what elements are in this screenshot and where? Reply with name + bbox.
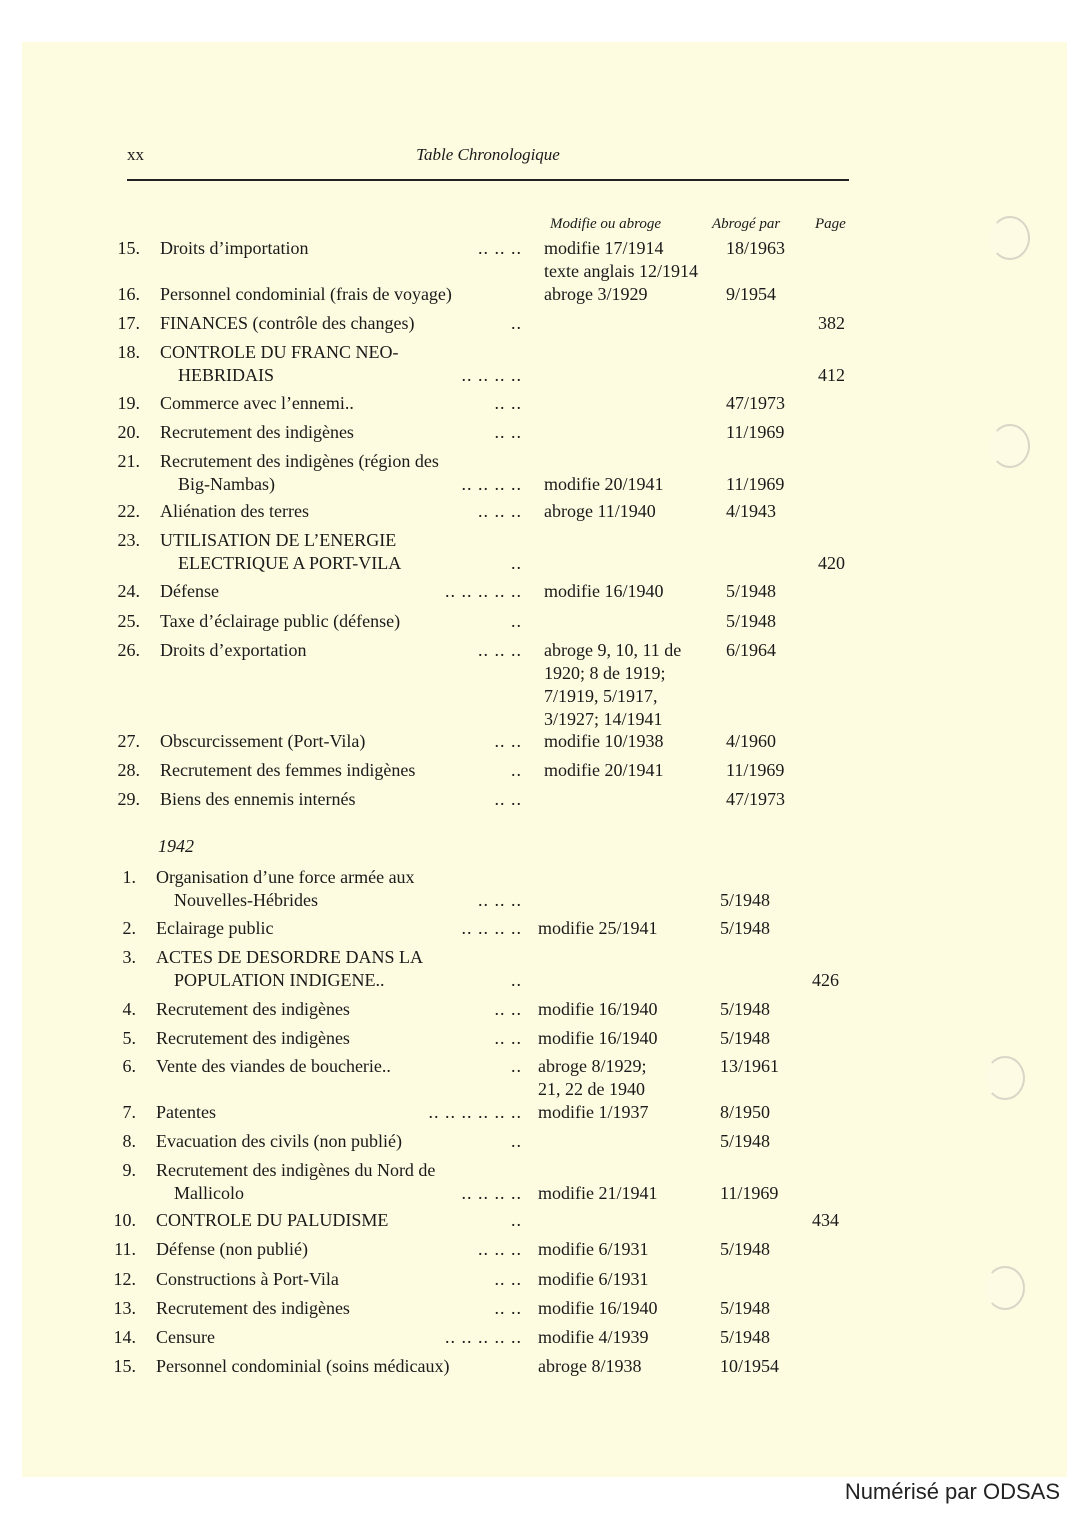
- leader-dots: .. .. .. ..: [461, 365, 522, 385]
- abroge-value: 5/1948: [720, 1028, 771, 1048]
- entry-number: 22.: [117, 501, 140, 521]
- entry-number: 7.: [122, 1102, 136, 1122]
- leader-dots: ..: [511, 313, 522, 333]
- entry-number: 14.: [113, 1327, 136, 1347]
- header-rule: [127, 179, 849, 181]
- leader-dots: .. ..: [494, 1028, 522, 1048]
- modifie-value: modifie 6/1931: [538, 1269, 649, 1289]
- leader-dots: .. ..: [494, 999, 522, 1019]
- abroge-value: 11/1969: [726, 474, 785, 494]
- modifie-value: 3/1927; 14/1941: [544, 709, 663, 729]
- modifie-value: modifie 6/1931: [538, 1239, 649, 1259]
- entry-number: 3.: [122, 947, 136, 967]
- leader-dots: .. .. .. ..: [461, 1183, 522, 1203]
- entry-number: 2.: [122, 918, 136, 938]
- entry-number: 10.: [113, 1210, 136, 1230]
- abroge-value: 11/1969: [726, 760, 785, 780]
- abroge-value: 47/1973: [726, 789, 786, 809]
- entry-title: Droits d’importation: [160, 238, 309, 258]
- entry-title: ACTES DE DESORDRE DANS LA: [156, 947, 424, 967]
- leader-dots: .. ..: [494, 789, 522, 809]
- entry-title: ELECTRIQUE A PORT-VILA: [178, 553, 402, 573]
- page-ref: 382: [818, 313, 845, 333]
- leader-dots: .. .. ..: [478, 501, 522, 521]
- column-header-modifie: Modifie ou abroge: [550, 216, 662, 232]
- entry-title: Défense (non publié): [156, 1239, 308, 1259]
- column-header-abroge: Abrogé par: [712, 216, 781, 232]
- entry-title: CONTROLE DU FRANC NEO-: [160, 342, 399, 362]
- entry-number: 13.: [113, 1298, 136, 1318]
- entry-title: Biens des ennemis internés: [160, 789, 356, 809]
- entry-number: 6.: [122, 1056, 136, 1076]
- entry-title: UTILISATION DE L’ENERGIE: [160, 530, 397, 550]
- leader-dots: ..: [511, 1056, 522, 1076]
- leader-dots: .. .. ..: [478, 890, 522, 910]
- leader-dots: .. .. .. ..: [461, 474, 522, 494]
- modifie-value: 1920; 8 de 1919;: [544, 663, 666, 683]
- entry-number: 4.: [122, 999, 136, 1019]
- entry-number: 19.: [117, 393, 140, 413]
- modifie-value: modifie 16/1940: [544, 581, 664, 601]
- page-title: Table Chronologique: [416, 145, 560, 164]
- leader-dots: ..: [511, 553, 522, 573]
- entry-number: 25.: [117, 611, 140, 631]
- abroge-value: 6/1964: [726, 640, 777, 660]
- entry-title: Aliénation des terres: [160, 501, 309, 521]
- entry-title: POPULATION INDIGENE..: [174, 970, 385, 990]
- leader-dots: ..: [511, 970, 522, 990]
- modifie-value: abroge 11/1940: [544, 501, 656, 521]
- entry-number: 17.: [117, 313, 140, 333]
- leader-dots: .. ..: [494, 1298, 522, 1318]
- column-header-page: Page: [815, 216, 846, 232]
- abroge-value: 4/1960: [726, 731, 777, 751]
- abroge-value: 5/1948: [726, 611, 777, 631]
- abroge-value: 4/1943: [726, 501, 777, 521]
- entry-title: Vente des viandes de boucherie..: [156, 1056, 391, 1076]
- entry-title: Défense: [160, 581, 219, 601]
- entry-number: 18.: [117, 342, 140, 362]
- entry-number: 15.: [117, 238, 140, 258]
- entry-title: Personnel condominial (frais de voyage): [160, 284, 452, 304]
- abroge-value: 5/1948: [720, 1131, 771, 1151]
- entry-title: Recrutement des indigènes: [160, 422, 354, 442]
- abroge-value: 9/1954: [726, 284, 777, 304]
- entry-title: Eclairage public: [156, 918, 274, 938]
- entry-number: 12.: [113, 1269, 136, 1289]
- entry-title: Recrutement des femmes indigènes: [160, 760, 416, 780]
- modifie-value: texte anglais 12/1914: [544, 261, 698, 281]
- entry-title: Personnel condominial (soins médicaux): [156, 1356, 450, 1376]
- modifie-value: 7/1919, 5/1917,: [544, 686, 658, 706]
- entry-number: 9.: [122, 1160, 136, 1180]
- punch-hole: [985, 1056, 1025, 1100]
- entry-title: Commerce avec l’ennemi..: [160, 393, 354, 413]
- entry-title: Recrutement des indigènes du Nord de: [156, 1160, 436, 1180]
- modifie-value: modifie 25/1941: [538, 918, 658, 938]
- page-ref: 420: [818, 553, 845, 573]
- entry-title: CONTROLE DU PALUDISME: [156, 1210, 389, 1230]
- abroge-value: 5/1948: [720, 1239, 771, 1259]
- entry-number: 15.: [113, 1356, 136, 1376]
- entry-title: Recrutement des indigènes (région des: [160, 451, 439, 471]
- entry-title: Recrutement des indigènes: [156, 1298, 350, 1318]
- leader-dots: .. .. ..: [478, 1239, 522, 1259]
- entry-number: 24.: [117, 581, 140, 601]
- modifie-value: abroge 8/1938: [538, 1356, 642, 1376]
- entry-title: Taxe d’éclairage public (défense): [160, 611, 401, 631]
- modifie-value: abroge 9, 10, 11 de: [544, 640, 682, 660]
- page-ref: 434: [812, 1210, 839, 1230]
- page-number: xx: [127, 145, 144, 164]
- entry-number: 27.: [117, 731, 140, 751]
- abroge-value: 8/1950: [720, 1102, 771, 1122]
- entry-title: Obscurcissement (Port-Vila): [160, 731, 366, 751]
- abroge-value: 5/1948: [720, 999, 771, 1019]
- leader-dots: .. ..: [494, 422, 522, 442]
- digitization-credit: Numérisé par ODSAS: [844, 1479, 1060, 1504]
- entry-title: Recrutement des indigènes: [156, 999, 350, 1019]
- modifie-value: 21, 22 de 1940: [538, 1079, 645, 1099]
- entry-number: 21.: [117, 451, 140, 471]
- modifie-value: modifie 4/1939: [538, 1327, 649, 1347]
- modifie-value: modifie 16/1940: [538, 999, 658, 1019]
- entry-number: 11.: [114, 1239, 136, 1259]
- abroge-value: 5/1948: [720, 1298, 771, 1318]
- abroge-value: 5/1948: [720, 918, 771, 938]
- entry-number: 5.: [122, 1028, 136, 1048]
- entry-number: 8.: [122, 1131, 136, 1151]
- entry-number: 23.: [117, 530, 140, 550]
- leader-dots: .. ..: [494, 1269, 522, 1289]
- abroge-value: 5/1948: [720, 1327, 771, 1347]
- modifie-value: abroge 8/1929;: [538, 1056, 647, 1076]
- leader-dots: .. .. .. .. ..: [445, 581, 522, 601]
- modifie-value: modifie 17/1914: [544, 238, 664, 258]
- leader-dots: .. ..: [494, 393, 522, 413]
- entry-title: Recrutement des indigènes: [156, 1028, 350, 1048]
- entry-title: FINANCES (contrôle des changes): [160, 313, 415, 333]
- leader-dots: .. .. .. .. .. ..: [428, 1102, 522, 1122]
- modifie-value: modifie 20/1941: [544, 474, 664, 494]
- entry-number: 29.: [117, 789, 140, 809]
- entry-title: Mallicolo: [174, 1183, 244, 1203]
- modifie-value: modifie 20/1941: [544, 760, 664, 780]
- modifie-value: modifie 16/1940: [538, 1298, 658, 1318]
- entry-number: 20.: [117, 422, 140, 442]
- punch-hole: [990, 216, 1030, 260]
- entry-title: HEBRIDAIS: [178, 365, 275, 385]
- entry-title: Nouvelles-Hébrides: [174, 890, 318, 910]
- page-ref: 426: [812, 970, 839, 990]
- leader-dots: ..: [511, 1131, 522, 1151]
- entry-title: Constructions à Port-Vila: [156, 1269, 339, 1289]
- leader-dots: ..: [511, 760, 522, 780]
- abroge-value: 11/1969: [726, 422, 785, 442]
- entry-title: Droits d’exportation: [160, 640, 307, 660]
- modifie-value: modifie 10/1938: [544, 731, 664, 751]
- entry-title: Patentes: [156, 1102, 216, 1122]
- abroge-value: 10/1954: [720, 1356, 780, 1376]
- abroge-value: 18/1963: [726, 238, 786, 258]
- entry-number: 16.: [117, 284, 140, 304]
- punch-hole: [985, 1266, 1025, 1310]
- entry-title: Big-Nambas): [178, 474, 275, 494]
- entry-title: Censure: [156, 1327, 215, 1347]
- leader-dots: .. .. ..: [478, 640, 522, 660]
- running-header: [127, 145, 849, 169]
- punch-hole: [990, 424, 1030, 468]
- leader-dots: .. .. .. ..: [461, 918, 522, 938]
- entry-number: 26.: [117, 640, 140, 660]
- modifie-value: abroge 3/1929: [544, 284, 648, 304]
- abroge-value: 5/1948: [726, 581, 777, 601]
- page-ref: 412: [818, 365, 845, 385]
- abroge-value: 13/1961: [720, 1056, 780, 1076]
- modifie-value: modifie 16/1940: [538, 1028, 658, 1048]
- leader-dots: .. ..: [494, 731, 522, 751]
- abroge-value: 5/1948: [720, 890, 771, 910]
- modifie-value: modifie 1/1937: [538, 1102, 649, 1122]
- modifie-value: modifie 21/1941: [538, 1183, 658, 1203]
- abroge-value: 11/1969: [720, 1183, 779, 1203]
- leader-dots: .. .. .. .. ..: [445, 1327, 522, 1347]
- entry-title: Evacuation des civils (non publié): [156, 1131, 402, 1151]
- entry-title: Organisation d’une force armée aux: [156, 867, 415, 887]
- entry-number: 1.: [122, 867, 136, 887]
- leader-dots: .. .. ..: [478, 238, 522, 258]
- entry-number: 28.: [117, 760, 140, 780]
- leader-dots: ..: [511, 1210, 522, 1230]
- year-heading: 1942: [158, 836, 194, 856]
- leader-dots: ..: [511, 611, 522, 631]
- abroge-value: 47/1973: [726, 393, 786, 413]
